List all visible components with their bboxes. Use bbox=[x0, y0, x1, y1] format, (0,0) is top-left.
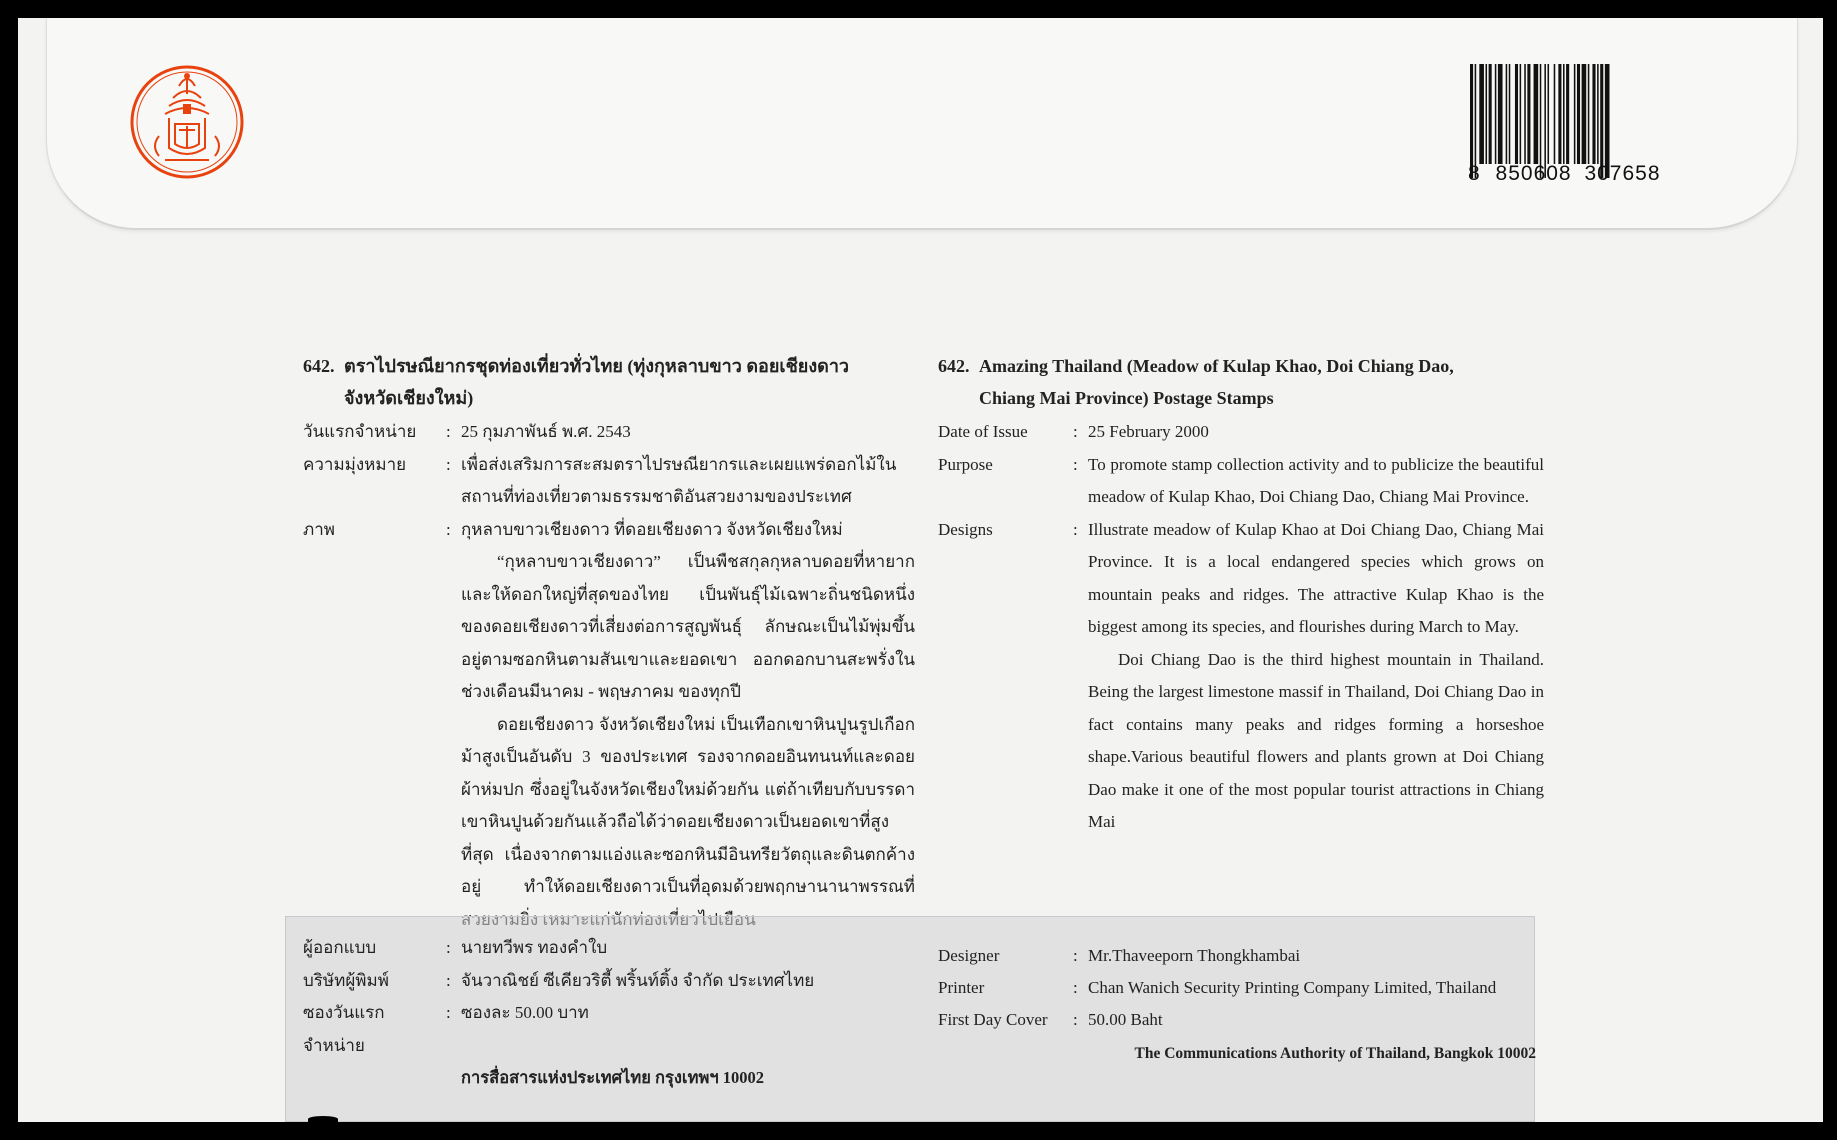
barcode-bar bbox=[1520, 64, 1522, 164]
english-description bbox=[938, 350, 1544, 839]
english-title-number: 642. bbox=[938, 356, 970, 376]
barcode-bar bbox=[1563, 64, 1565, 164]
colon: : bbox=[446, 454, 451, 474]
barcode-bar bbox=[1498, 64, 1503, 164]
barcode-digits-left: 850608 bbox=[1495, 162, 1572, 185]
thai-purpose-row bbox=[303, 449, 915, 514]
barcode-bar bbox=[1544, 64, 1546, 178]
envelope-back bbox=[18, 18, 1823, 1122]
thai-fdc-row bbox=[303, 997, 915, 1062]
barcode-bar bbox=[1495, 64, 1497, 164]
thai-issue-row bbox=[303, 416, 915, 449]
colon: : bbox=[1073, 946, 1078, 965]
english-issue-value: 25 February 2000 bbox=[1088, 422, 1209, 441]
english-address: The Communications Authority of Thailand, Bangkok 10002 bbox=[1134, 1045, 1536, 1062]
barcode-bar bbox=[1592, 64, 1595, 164]
barcode-bar bbox=[1600, 64, 1603, 178]
english-design-label: Designs bbox=[938, 519, 993, 539]
english-fdc-label: First Day Cover bbox=[938, 1010, 1048, 1029]
colon: : bbox=[446, 422, 451, 441]
colon: : bbox=[1073, 978, 1078, 997]
thai-fdc-value: ซองละ 50.00 บาท bbox=[461, 1003, 589, 1022]
barcode-bar bbox=[1548, 64, 1550, 164]
barcode-digits bbox=[1468, 162, 1674, 186]
english-purpose-label: Purpose bbox=[938, 454, 993, 474]
barcode-bar bbox=[1506, 64, 1508, 164]
thai-issue-label: วันแรกจำหน่าย bbox=[303, 422, 417, 441]
colon: : bbox=[446, 938, 451, 957]
thai-title bbox=[303, 350, 915, 414]
english-purpose-value: To promote stamp collection activity and to publicize the beautiful meadow of Kulap Khao, Doi Chiang Dao, Chiang Mai Province. bbox=[1088, 454, 1544, 506]
thai-design-row bbox=[303, 514, 915, 547]
barcode-digits-right: 307658 bbox=[1584, 162, 1661, 185]
english-printer-value: Chan Wanich Security Printing Company Limited, Thailand bbox=[1088, 978, 1497, 997]
barcode-bar bbox=[1475, 64, 1477, 178]
barcode-digit-first: 8 bbox=[1468, 162, 1481, 185]
thai-title-line1: ตราไปรษณียากรชุดท่องเที่ยวทั่วไทย (ทุ่งกุหลาบขาว ดอยเชียงดาว bbox=[344, 356, 850, 376]
barcode-bar bbox=[1540, 64, 1542, 178]
barcode-bar bbox=[1558, 64, 1561, 164]
english-fdc-row bbox=[938, 1004, 1544, 1036]
english-paragraph-2: Doi Chiang Dao is the third highest mountain in Thailand. Being the largest limestone massif in Thailand, Doi Chiang Dao in fact contains many peaks and ridges forming a horseshoe shape.Various beautiful flowers and plants grown at Doi Chiang Dao make it one of the most popular tourist attractions in Chiang Mai bbox=[1088, 649, 1544, 831]
thai-title-number: 642. bbox=[303, 356, 335, 376]
barcode-bar bbox=[1509, 64, 1511, 164]
barcode-bar bbox=[1597, 64, 1599, 164]
english-purpose-row bbox=[938, 449, 1544, 514]
colon: : bbox=[446, 970, 451, 990]
thai-printer-value: จันวาณิชย์ ซีเคียวริตี้ พริ้นท์ติ้ง จำกัด ประเทศไทย bbox=[461, 970, 815, 990]
thai-fdc-label: ซองวันแรกจำหน่าย bbox=[303, 1003, 385, 1055]
english-design-value: Illustrate meadow of Kulap Khao at Doi Chiang Dao, Chiang Mai Province. It is a local endangered species which grows on mountain peaks and ridges. The attractive Kulap Khao is the biggest among its species, and flourishes during March to May. bbox=[1088, 519, 1544, 636]
barcode-bar bbox=[1577, 64, 1580, 164]
colon: : bbox=[1073, 454, 1078, 474]
thai-design-label: ภาพ bbox=[303, 519, 335, 539]
english-designer-value: Mr.Thaveeporn Thongkhambai bbox=[1088, 946, 1301, 965]
english-issue-label: Date of Issue bbox=[938, 422, 1028, 441]
english-designer-row bbox=[938, 940, 1544, 972]
barcode-bar bbox=[1486, 64, 1488, 164]
barcode-bar bbox=[1588, 64, 1590, 164]
english-fdc-value: 50.00 Baht bbox=[1088, 1010, 1163, 1029]
thai-printer-label: บริษัทผู้พิมพ์ bbox=[303, 970, 389, 990]
thai-purpose-value: เพื่อส่งเสริมการสะสมตราไปรษณียากรและเผยแพร่ดอกไม้ในสถานที่ท่องเที่ยวตามธรรมชาติอันสวยงามของประเทศ bbox=[461, 454, 897, 506]
thai-designer-value: นายทวีพร ทองคำใบ bbox=[461, 938, 608, 957]
thai-credits bbox=[303, 932, 915, 1095]
thai-designer-row bbox=[303, 932, 915, 965]
english-credits bbox=[938, 940, 1544, 1070]
english-designer-label: Designer bbox=[938, 946, 1000, 965]
english-printer-label: Printer bbox=[938, 978, 985, 997]
english-printer-row bbox=[938, 972, 1544, 1004]
royal-emblem-icon bbox=[129, 64, 245, 180]
barcode-bar bbox=[1566, 64, 1569, 164]
english-title-line1: Amazing Thailand (Meadow of Kulap Khao, Doi Chiang Dao, bbox=[979, 356, 1454, 376]
barcode-bar bbox=[1534, 64, 1539, 164]
thai-address: การสื่อสารแห่งประเทศไทย กรุงเทพฯ 10002 bbox=[461, 1068, 764, 1087]
english-design-row bbox=[938, 514, 1544, 644]
thai-design-text bbox=[303, 546, 915, 936]
thai-paragraph-2: ดอยเชียงดาว จังหวัดเชียงใหม่ เป็นเทือกเขาหินปูนรูปเกือกม้าสูงเป็นอันดับ 3 ของประเทศ รองจากดอยอินทนนท์และดอยผ้าห่มปก ซึ่งอยู่ในจังหวัดเชียงใหม่ด้วยกัน แต่ถ้าเทียบกับบรรดาเขาหินปูนด้วยกันแล้วถือได้ว่าดอยเชียงดาวเป็นยอดเขาที่สูงที่สุด เนื่องจากตามแอ่งและซอกหินมีอินทรียวัตถุและดินตกค้างอยู่ ทำให้ดอยเชียงดาวเป็นที่อุดมด้วยพฤกษานานาพรรณที่ bbox=[461, 714, 915, 896]
english-title bbox=[938, 350, 1544, 414]
english-design-text bbox=[938, 644, 1544, 839]
colon: : bbox=[1073, 519, 1078, 539]
barcode-bar bbox=[1479, 64, 1484, 164]
thai-designer-label: ผู้ออกแบบ bbox=[303, 938, 377, 957]
barcode-bar bbox=[1554, 64, 1556, 164]
barcode-bar bbox=[1574, 64, 1576, 164]
colon: : bbox=[446, 519, 451, 539]
thai-printer-row bbox=[303, 965, 915, 998]
barcode-bar bbox=[1470, 64, 1473, 178]
barcode-bar bbox=[1524, 64, 1526, 164]
thai-issue-value: 25 กุมภาพันธ์ พ.ศ. 2543 bbox=[461, 422, 631, 441]
thai-description bbox=[303, 350, 915, 936]
thai-design-value: กุหลาบขาวเชียงดาว ที่ดอยเชียงดาว จังหวัดเชียงใหม่ bbox=[461, 519, 843, 539]
thai-title-line2: จังหวัดเชียงใหม่) bbox=[344, 388, 474, 408]
english-title-line2: Chiang Mai Province) Postage Stamps bbox=[979, 388, 1274, 408]
torn-edge bbox=[308, 1116, 338, 1122]
barcode-bar bbox=[1582, 64, 1587, 164]
thai-purpose-label: ความมุ่งหมาย bbox=[303, 454, 407, 474]
barcode-bar bbox=[1515, 64, 1518, 164]
english-issue-row bbox=[938, 416, 1544, 449]
barcode-bar bbox=[1489, 64, 1492, 164]
colon: : bbox=[1073, 1010, 1078, 1029]
barcode-bar bbox=[1527, 64, 1530, 164]
colon: : bbox=[1073, 422, 1078, 441]
barcode-bar bbox=[1605, 64, 1610, 178]
thai-paragraph-1: “กุหลาบขาวเชียงดาว” เป็นพืชสกุลกุหลาบดอยที่หายากและให้ดอกใหญ่ที่สุดของไทย เป็นพันธุ์ไม้เฉพาะถิ่นชนิดหนึ่งของดอยเชียงดาวที่เสี่ยงต่อการสูญพันธุ์ ลักษณะเป็นไม้พุ่มขึ้นอยู่ตามซอกหินตามสันเขาและยอดเขา ออกดอกบานสะพรั่งในช่วงเดือนมีนาคม - พฤษภาคม ของทุกปี bbox=[461, 552, 915, 701]
colon: : bbox=[446, 1003, 451, 1022]
